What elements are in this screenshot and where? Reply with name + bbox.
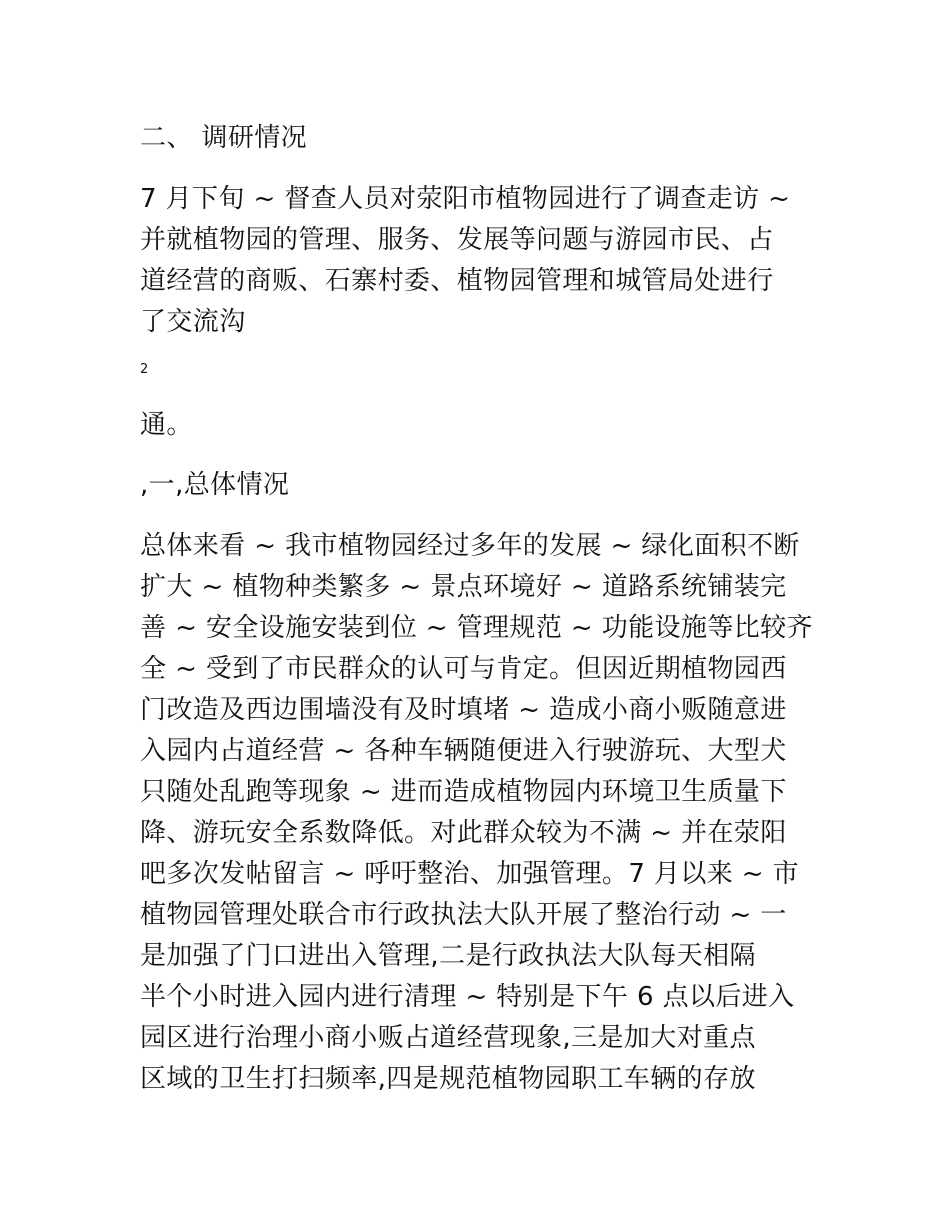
body-line-8: 降、游玩安全系数降低。对此群众较为不满 ~ 并在荥阳	[140, 818, 787, 848]
body-line-11: 是加强了门口进出入管理,二是行政执法大队每天相隔	[140, 941, 756, 971]
body-line-2: 扩大 ~ 植物种类繁多 ~ 景点环境好 ~ 道路系统铺装完	[140, 572, 787, 602]
footnote-marker: 2	[140, 362, 149, 377]
body-line-12: 半个小时进入园内进行清理 ~ 特别是下午 6 点以后进入	[140, 982, 795, 1012]
body-line-7: 只随处乱跑等现象 ~ 进而造成植物园内环境卫生质量下	[140, 777, 787, 807]
body-line-1: 总体来看 ~ 我市植物园经过多年的发展 ~ 绿化面积不断	[140, 531, 800, 561]
continuation-line: 通。	[140, 410, 193, 440]
intro-line-4: 了交流沟	[140, 307, 246, 337]
body-line-5: 门改造及西边围墙没有及时填堵 ~ 造成小商小贩随意进	[140, 695, 787, 725]
body-line-3: 善 ~ 安全设施安装到位 ~ 管理规范 ~ 功能设施等比较齐	[140, 613, 813, 643]
body-line-6: 入园内占道经营 ~ 各种车辆随便进入行驶游玩、大型犬	[140, 736, 787, 766]
body-line-9: 吧多次发帖留言 ~ 呼吁整治、加强管理。7 月以来 ~ 市	[140, 859, 800, 889]
intro-line-2: 并就植物园的管理、服务、发展等问题与游园市民、占	[140, 225, 774, 255]
body-line-10: 植物园管理处联合市行政执法大队开展了整治行动 ~ 一	[140, 900, 787, 930]
body-line-13: 园区进行治理小商小贩占道经营现象,三是加大对重点	[140, 1023, 756, 1053]
intro-line-1: 7 月下旬 ~ 督查人员对荥阳市植物园进行了调查走访 ~	[140, 184, 791, 214]
section-heading: 二、 调研情况	[140, 123, 308, 153]
body-line-14: 区域的卫生打扫频率,四是规范植物园职工车辆的存放	[140, 1064, 756, 1094]
intro-line-3: 道经营的商贩、石寨村委、植物园管理和城管局处进行	[140, 266, 774, 296]
subheading: ,一,总体情况	[140, 470, 290, 500]
body-line-4: 全 ~ 受到了市民群众的认可与肯定。但因近期植物园西	[140, 654, 787, 684]
